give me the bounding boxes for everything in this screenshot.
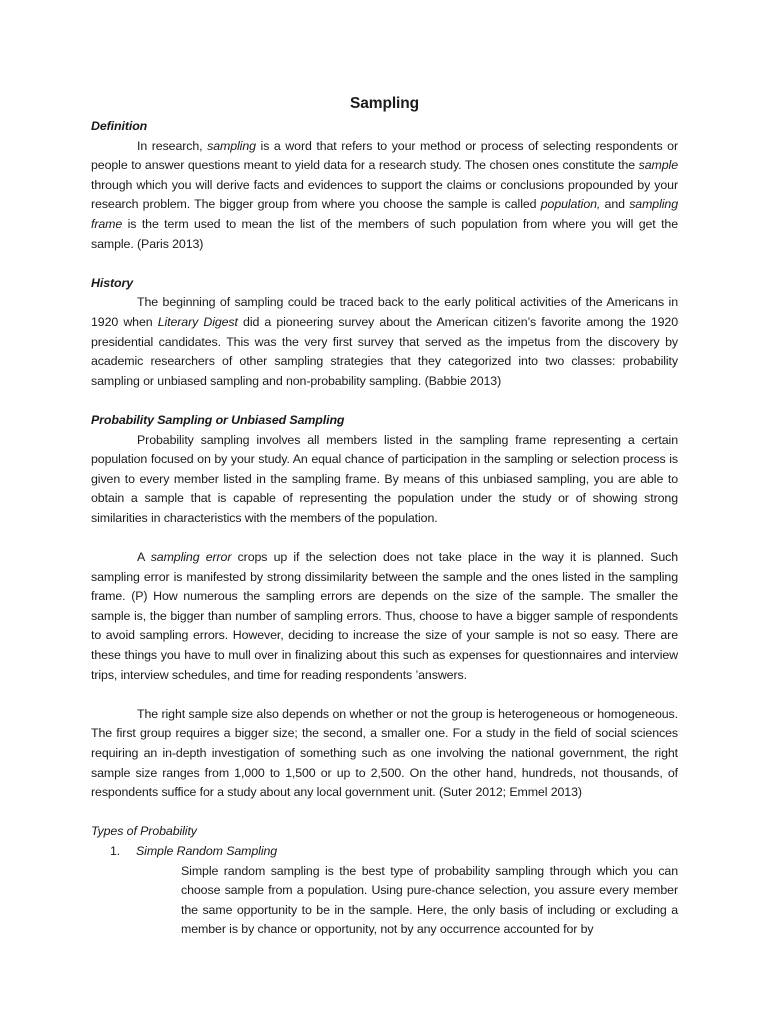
page-title: Sampling	[350, 95, 419, 112]
list-item-number: 1.	[110, 843, 121, 858]
types-list	[91, 842, 678, 940]
probability-paragraph-2: A sampling error crops up if the selection does not take place in the way it is planned. Such sampling error is manifested by strong dissimilarity between the sample and the ones listed in the sampling frame. (P) How numerous the sampling errors are depends on the size of the sample. The smaller the sample is, the bigger than number of sampling errors. Thus, choose to have a bigger sample of respondents to avoid sampling errors. However, deciding to increase the size of your sample is not so easy. There are these things you have to mull over in finalizing about this such as expenses for questionnaires and interview trips, interview schedules, and time for reading respondents ’answers.	[91, 550, 679, 682]
probability-paragraph-1: Probability sampling involves all members listed in the sampling frame representing a certain population focused on by your study. An equal chance of participation in the sampling or selection process is given to every member listed in the sampling frame. By means of this unbiased sampling, you are able to obtain a sample that is capable of representing the population under the study or of showing strong similarities in characteristics with the members of the population.	[91, 432, 678, 525]
definition-paragraph: In research, sampling is a word that refers to your method or process of selecting respondents or people to answer questions meant to yield data for a research study. The chosen ones constitute the sample through which you will derive facts and evidences to support the claims or conclusions propounded by your research problem. The bigger group from where you choose the sample is called population, and sampling frame is the term used to mean the list of the members of such population from where you will get the sample. (Paris 2013)	[91, 138, 678, 251]
list-item	[91, 842, 678, 940]
history-paragraph: The beginning of sampling could be traced back to the early political activities of the Americans in 1920 when Literary Digest did a pioneering survey about the American citizen’s favorite among the 1920 presidential candidates. This was the very first survey that served as the impetus from the discovery by academic researchers of other sampling strategies that they categorized into two classes: probability sampling or unbiased sampling and non-probability sampling. (Babbie 2013)	[91, 295, 678, 388]
history-heading: History	[91, 275, 133, 290]
list-item-body: Simple random sampling is the best type of probability sampling through which you can choose sample from a population. Using pure-chance selection, you assure every member the same opportunity to be in the sample. Here, the only basis of including or excluding a member is by chance or opportunity, not by any occurrence accounted for by	[181, 863, 678, 937]
definition-heading: Definition	[91, 119, 148, 133]
list-item-label: Simple Random Sampling	[136, 843, 278, 858]
probability-paragraph-3: The right sample size also depends on whether or not the group is heterogeneous or homogeneous. The first group requires a bigger size; the second, a smaller one. For a study in the field of social sciences requiring an in-depth investigation of something such as one involving the national government, the right sample size ranges from 1,000 to 1,500 or up to 2,500. On the other hand, hundreds, not thousands, of respondents suffice for a study about any local government unit. (Suter 2012; Emmel 2013)	[91, 706, 678, 800]
probability-heading: Probability Sampling or Unbiased Sampling	[91, 412, 345, 427]
types-heading: Types of Probability	[91, 824, 197, 839]
